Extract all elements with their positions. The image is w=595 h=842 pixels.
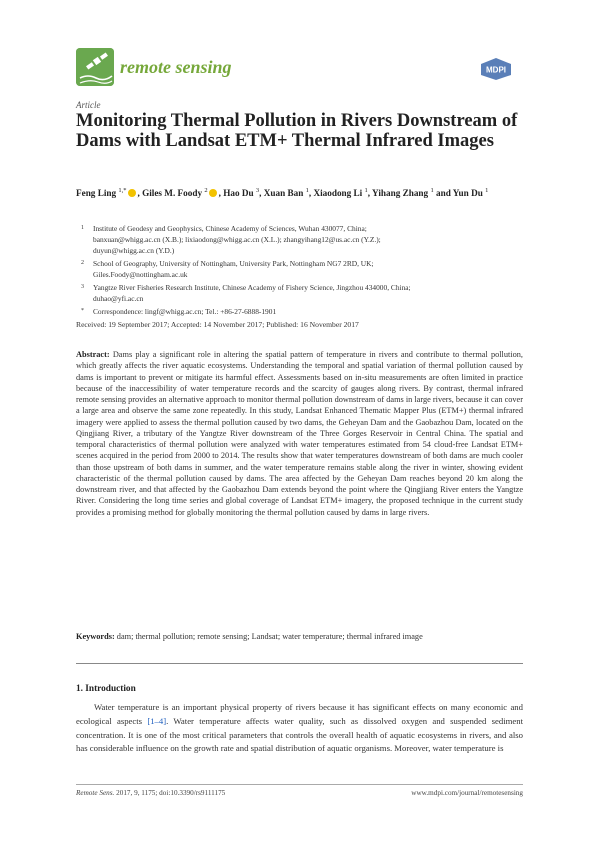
author-name: Yun Du [452,188,483,199]
affiliation-text [93,306,531,317]
affiliation-item [76,258,531,280]
author-affiliation-mark: 2 [204,187,208,194]
author [142,188,219,198]
article-type: Article [76,100,101,110]
author-name: Feng Ling [76,188,117,199]
author [372,188,434,198]
affiliation-line: School of Geography, University of Nottingham, University Park, Nottingham NG7 2RD, UK; [93,259,374,268]
affiliation-number: 1 [81,225,84,231]
section-divider [76,663,523,664]
publisher-logo [479,57,513,81]
journal-logo [76,48,232,86]
footer-citation [76,789,225,797]
footer-doi: 2017, 9, 1175; doi:10.3390/rs9111175 [116,789,226,797]
author [264,188,309,198]
intro-paragraph [76,701,523,756]
footer-divider [76,784,523,785]
author-name: Xiaodong Li [313,188,363,199]
affiliation-item [76,306,531,317]
affiliation-text [93,223,531,256]
journal-name: remote sensing [120,56,232,77]
author-affiliation-mark: 1,* [118,187,127,194]
abstract-text: Dams play a significant role in altering the spatial pattern of temperature in rivers and contribute to thermal pollution, which greatly affects the river aquatic ecosystems. Understanding the temporal and spatial variation of thermal pollution caused by dams is important to prevent or mitigate its harmful effect. Assessments based on in-situ measurements are often limited in practice because of the inaccessibility of water temperature records and the scarcity of gauges along rivers. By contrast, thermal infrared remote sensing provides an alternative approach to monitor thermal pollution downstream of dams in large rivers, because it can cover a large area and observe the same zone repeatedly. In this study, Landsat Enhanced Thematic Mapper Plus (ETM+) thermal infrared imagery were applied to assess the thermal pollution caused by two dams, the Geheyan Dam and the Gaobazhou Dam, located on the Qingjiang River, a tributary of the Yangtze River downstream of the Three Gorges Reservoir in Central China. The spatial and temporal characteristics of thermal pollution were analyzed with water temperatures estimated from 54 cloud-free Landsat ETM+ scenes acquired in the period from 2000 to 2014. The results show that water temperatures downstream of both dams are much cooler than those upstream of both dams in summer, and the water temperature remains stable along the river in winter, showing evident characteristic of the thermal pollution caused by dams. The area affected by the Geheyan Dam reaches beyond 20 km along the downstream river, and that affected by the Gaobazhou Dam extends beyond the point where the Qingjiang River enters the Yangtze River. Considering the long time series and global coverage of Landsat ETM+ imagery, the proposed technique in the current study provides a promising method for globally monitoring the thermal pollution caused by dams in large rivers. [76,350,523,517]
author-name: Yihang Zhang [372,188,429,199]
author-affiliation-mark: 1 [430,187,434,194]
affiliation-number: 3 [81,284,84,290]
author-name: Xuan Ban [263,188,304,199]
affiliation-line: duhao@yfi.ac.cn [93,294,144,303]
affiliation-number: * [81,308,84,314]
abstract-label: Abstract: [76,350,110,359]
author [453,188,489,198]
affiliation-line: duyun@whigg.ac.cn (Y.D.) [93,246,175,255]
publisher-name: MDPI [486,65,506,75]
intro-text-after: . Water temperature affects water quality, such as dissolved oxygen and suspended sediment concentration. It is one of the most critical parameters that controls the overall health of aquatic ecosystems in rivers, and also has considerable influence on the growth rate and spatial distribution of aquatic organisms. Moreover, water temperature is [76,715,523,754]
footer-journal: Remote Sens. [76,789,115,797]
section-heading: 1. Introduction [76,684,136,694]
citation-link[interactable]: [1–4] [147,715,167,726]
footer-url[interactable]: www.mdpi.com/journal/remotesensing [411,789,523,797]
affiliation-item [76,223,531,256]
keywords-text: dam; thermal pollution; remote sensing; Landsat; water temperature; thermal infrared image [116,632,423,641]
author-list: Feng Ling $^{1,*}$ , Giles M. Foody $^2$ , Hao Du $^3$, Xuan Ban $^1$, Xiaodong Li $^1$, Yihang Zhang $^1$ and Yun Du $^1$ [76,187,489,199]
affiliation-number: 2 [81,260,84,266]
satellite-icon [76,48,114,86]
affiliation-text [93,258,531,280]
orcid-icon[interactable] [209,189,217,197]
affiliation-line: Correspondence: lingf@whigg.ac.cn; Tel.: +86-27-6888-1901 [93,307,277,316]
affiliation-line: Institute of Geodesy and Geophysics, Chinese Academy of Sciences, Wuhan 430077, China; [93,224,367,233]
author-name: Hao Du [223,188,254,199]
author-affiliation-mark: 3 [255,187,260,194]
orcid-icon[interactable] [128,189,136,197]
affiliations [76,223,531,319]
paper-title: Monitoring Thermal Pollution in Rivers Downstream of Dams with Landsat ETM+ Thermal Infrared Images [76,111,518,151]
author [76,188,138,198]
author-affiliation-mark: 1 [485,187,489,194]
affiliation-line: banxuan@whigg.ac.cn (X.B.); lixiaodong@whigg.ac.cn (X.L.); zhangyihang12@us.ac.cn (Y.Z.); [93,235,381,244]
author [313,188,367,198]
author [223,188,259,198]
intro-text-before: Water temperature is an important physical property of rivers because it has significant effects on many economic and ecological aspects [76,702,523,726]
affiliation-line: Giles.Foody@nottingham.ac.uk [93,270,188,279]
affiliation-line: Yangtze River Fisheries Research Institute, Chinese Academy of Fishery Science, Jingzhou 434000, China; [93,283,411,292]
abstract [76,349,523,518]
author-affiliation-mark: 1 [305,187,309,194]
affiliation-item [76,282,531,304]
publication-dates: Received: 19 September 2017; Accepted: 14 November 2017; Published: 16 November 2017 [76,320,359,329]
affiliation-text [93,282,531,304]
author-name: Giles M. Foody [142,188,203,199]
keywords-label: Keywords: [76,632,115,641]
keywords [76,632,523,641]
author-affiliation-mark: 1 [364,187,368,194]
